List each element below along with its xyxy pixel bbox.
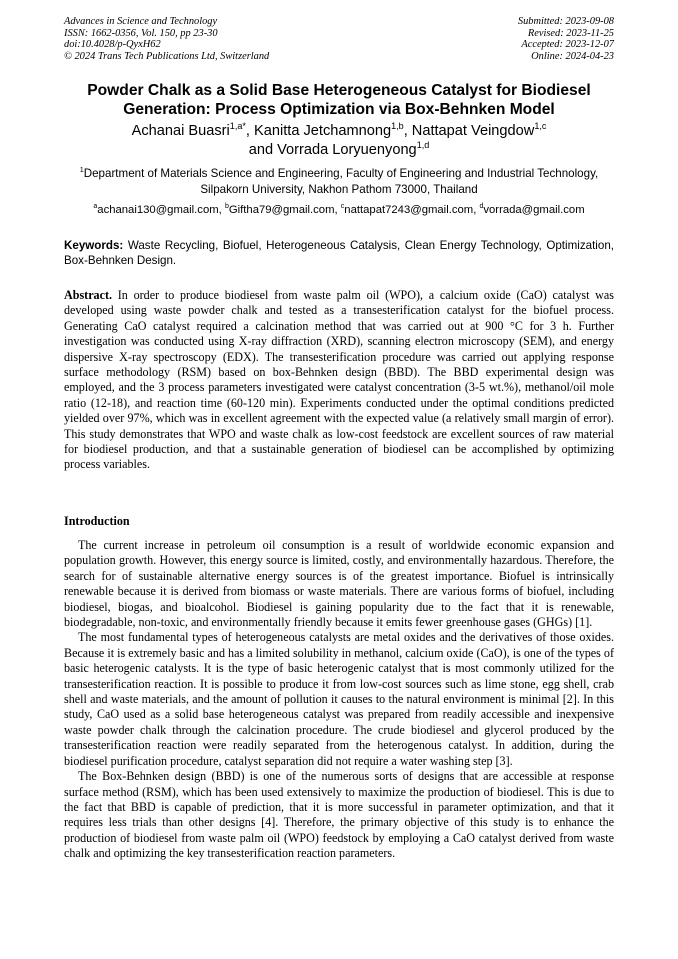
journal-info (64, 16, 269, 62)
abstract (64, 288, 614, 473)
email-link[interactable]: nattapat7243@gmail.com (344, 204, 474, 216)
abstract-text: In order to produce biodiesel from waste palm oil (WPO), a calcium oxide (CaO) catalyst was developed using waste powder chalk and tested as a transesterification catalyst for the biofuel process. Generating CaO catalyst required a calcination method that was carried out at 900 °C for 3 h. Further investigation was conducted using X-ray diffraction (XRD), scanning electron microscopy (SEM), and energy dispersive X-ray spectroscopy (EDX). The transesterification procedure was carried out applying response surface methodology (RSM) based on box-Behnken design (BBD). The BBD experimental design was employed, and the 3 process parameters investigated were catalyst concentration (3-5 wt.%), methanol/oil mole ratio (12-18), and reaction time (60-120 min). Experiments conducted under the optimal conditions predicted yielded over 97%, which was in excellent agreement with the expected value (a relatively small margin of error). This study demonstrates that WPO and waste chalk as low-cost feedstock are excellent sources of raw material for biodiesel production, and that a sustainable generation of biodiesel can be accomplished by optimizing process variables. (64, 288, 614, 472)
journal-doi[interactable]: doi:10.4028/p-QyxH62 (64, 39, 161, 51)
email-link[interactable]: Giftha79@gmail.com (228, 204, 335, 216)
affiliation: $^1$Department of Materials Science and Engineering, Faculty of Engineering and Industrial Technology, Silpakorn University, Nakhon Pathom 73000, Thailand (79, 165, 599, 196)
date-submitted: Submitted: 2023-09-08 (517, 16, 614, 27)
keywords-label: Keywords: (64, 239, 124, 252)
paragraph: The current increase in petroleum oil consumption is a result of worldwide economic expansion and population growth. However, this energy source is limited, costly, and environmentally hazardous. Therefore, the search for of sustainable alternative energy sources is of the greatest importance. Biofuel is intrinsically renewable because it is derived from biomass or waste materials. There are various forms of biofuel, including biodiesel, biogas, and bioalcohol. Biodiesel is gaining popularity due to the fact that it is renewable, biodegradable, non-toxic, and environmentally friendly because it emits fewer greenhouse gases (GHGs) [1]. (64, 538, 614, 630)
author: Vorrada Loryuenyong$^{1,d}$ (277, 140, 430, 158)
date-revised: Revised: 2023-11-25 (527, 27, 614, 39)
author: Kanitta Jetchamnong$^{1,b}$ (254, 121, 404, 139)
introduction-body (64, 538, 614, 862)
author: Achanai Buasri$^{1,a*}$ (131, 121, 246, 139)
author-emails: $^a$achanai130@gmail.com, $^b$Giftha79@gmail.com, $^c$nattapat7243@gmail.com, $^d$vorrada@gmail.com (93, 203, 585, 216)
journal-copyright: © 2024 Trans Tech Publications Ltd, Switzerland (64, 50, 270, 62)
journal-issn: ISSN: 1662-0356, Vol. 150, pp 23-30 (64, 27, 218, 39)
keywords (64, 238, 614, 269)
paragraph: The most fundamental types of heterogeneous catalysts are metal oxides and the derivatives of those oxides. Because it is extremely basic and has a limited solubility in methanol, calcium oxide (CaO), is one of the types of basic heterogenic catalysts. It is the type of basic heterogenic catalyst that is most commonly utilized for the transesterification reaction. It is possible to produce it from low-cost sources such as lime stone, egg shell, crab shell and waste materials, and the amount of pollution it causes to the natural environment is minimal [2]. In this study, CaO used as a solid base heterogeneous catalyst was prepared from readily accessible and inexpensive waste powder chalk through the calcination procedure. The crude biodiesel and glycerol produced by the transesterification reaction were readily separated from the heterogenous catalyst. In addition, during the biodiesel purification procedure, catalyst separation did not require a water washing step [3]. (64, 630, 614, 768)
author-affiliation-sup: 1,a* (229, 121, 246, 132)
author-affiliation-sup: 1,c (534, 121, 547, 132)
paragraph: The Box-Behnken design (BBD) is one of the numerous sorts of designs that are accessible at response surface method (RSM), which has been used extensively to maximize the production of biodiesel. This is due to the fact that BBD is capable of prediction, that it is more successful in parameter optimization, and that it requires less trials than other designs [4]. Therefore, the primary objective of this study is to enhance the production of biodiesel from waste palm oil (WPO) feedstock by employing a CaO catalyst derived from waste chalk and optimizing the key transesterification reaction parameters. (64, 769, 614, 861)
journal-name: Advances in Science and Technology (64, 16, 218, 27)
section-heading-introduction: Introduction (64, 514, 130, 528)
author-list: Achanai Buasri$^{1,a*}$, Kanitta Jetchamnong$^{1,b}$, Nattapat Veingdow$^{1,c}$ and Vorrada Loryuenyong$^{1,d}$ (131, 121, 547, 158)
abstract-label: Abstract. (64, 288, 113, 302)
date-online: Online: 2024-04-23 (531, 50, 614, 62)
author-affiliation-sup: 1,d (416, 140, 430, 151)
keywords-text: Waste Recycling, Biofuel, Heterogeneous Catalysis, Clean Energy Technology, Optimization, Box-Behnken Design. (64, 239, 614, 268)
date-accepted: Accepted: 2023-12-07 (521, 39, 614, 51)
email-link[interactable]: achanai130@gmail.com (97, 204, 219, 216)
email-link[interactable]: vorrada@gmail.com (483, 204, 585, 216)
author-affiliation-sup: 1,b (391, 121, 404, 132)
author: Nattapat Veingdow$^{1,c}$ (411, 121, 547, 139)
paper-title: Powder Chalk as a Solid Base Heterogeneous Catalyst for Biodiesel Generation: Process Optimization via Box-Behnken Model (87, 82, 591, 118)
publication-dates (518, 16, 614, 62)
